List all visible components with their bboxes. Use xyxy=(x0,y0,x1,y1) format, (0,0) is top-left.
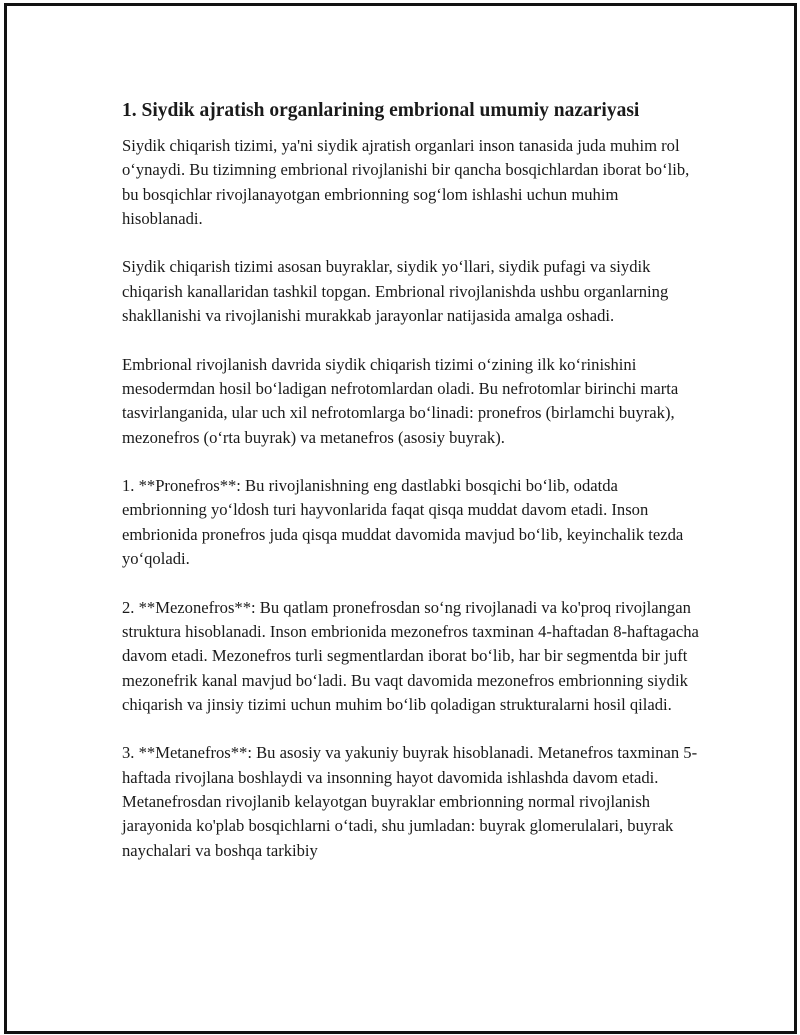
paragraph-composition: Siydik chiqarish tizimi asosan buyraklar, siydik yo‘llari, siydik pufagi va siydik chiqarish kanallaridan tashkil topgan. Embrional rivojlanishda ushbu organlarning shakllanishi va rivojlanishi murakkab jarayonlar natijasida amalga oshadi. xyxy=(122,257,669,326)
document-title: 1. Siydik ajratish organlarining embrional umumiy nazariyasi xyxy=(122,100,640,121)
paragraph-nephrotomes: Embrional rivojlanish davrida siydik chiqarish tizimi o‘zining ilk ko‘rinishini mesodermdan hosil bo‘ladigan nefrotomlardan oladi. Bu nefrotomlar birinchi marta tasvirlanganida, ular uch xil nefrotomlarga bo‘linadi: pronefros (birlamchi buyrak), mezonefros (o‘rta buyrak) va metanefros (asosiy buyrak). xyxy=(122,354,679,447)
paragraph-intro: Siydik chiqarish tizimi, ya'ni siydik ajratish organlari inson tanasida juda muhim rol o‘ynaydi. Bu tizimning embrional rivojlanishi bir qancha bosqichlardan iborat bo‘lib, bu bosqichlar rivojlanayotgan embrionning sog‘lom ishlashi uchun muhim hisoblanadi. xyxy=(122,136,690,228)
paragraph-metanephros: 3. **Metanefros**: Bu asosiy va yakuniy buyrak hisoblanadi. Metanefros taxminan 5-haftada rivojlana boshlaydi va insonning hayot davomida ishlashda davom etadi. Metanefrosdan rivojlanib kelayotgan buyraklar embrionning normal rivojlanish jarayonida ko'plab bosqichlarni o‘tadi, shu jumladan: buyrak glomerulalari, buyrak naychalari va boshqa tarkibiy xyxy=(122,743,698,860)
paragraph-pronephros: 1. **Pronefros**: Bu rivojlanishning eng dastlabki bosqichi bo‘lib, odatda embrionning yo‘ldosh turi hayvonlarida faqat qisqa muddat davom etadi. Inson embrionida pronefros juda qisqa muddat davomida mavjud bo‘lib, keyinchalik tezda yo‘qoladi. xyxy=(122,476,684,569)
paragraph-mesonephros: 2. **Mezonefros**: Bu qatlam pronefrosdan so‘ng rivojlanadi va ko'proq rivojlangan struktura hisoblanadi. Inson embrionida mezonefros taxminan 4-haftadan 8-haftagacha davom etadi. Mezonefros turli segmentlardan iborat bo‘lib, har bir segmentda bir juft mezonefrik kanal mavjud bo‘ladi. Bu vaqt davomida mezonefros embrionning siydik chiqarish va jinsiy tizimi uchun muhim bo‘lib qoladigan strukturalarni hosil qiladi. xyxy=(122,597,699,714)
document-body xyxy=(122,98,702,887)
document-page xyxy=(4,3,797,1034)
